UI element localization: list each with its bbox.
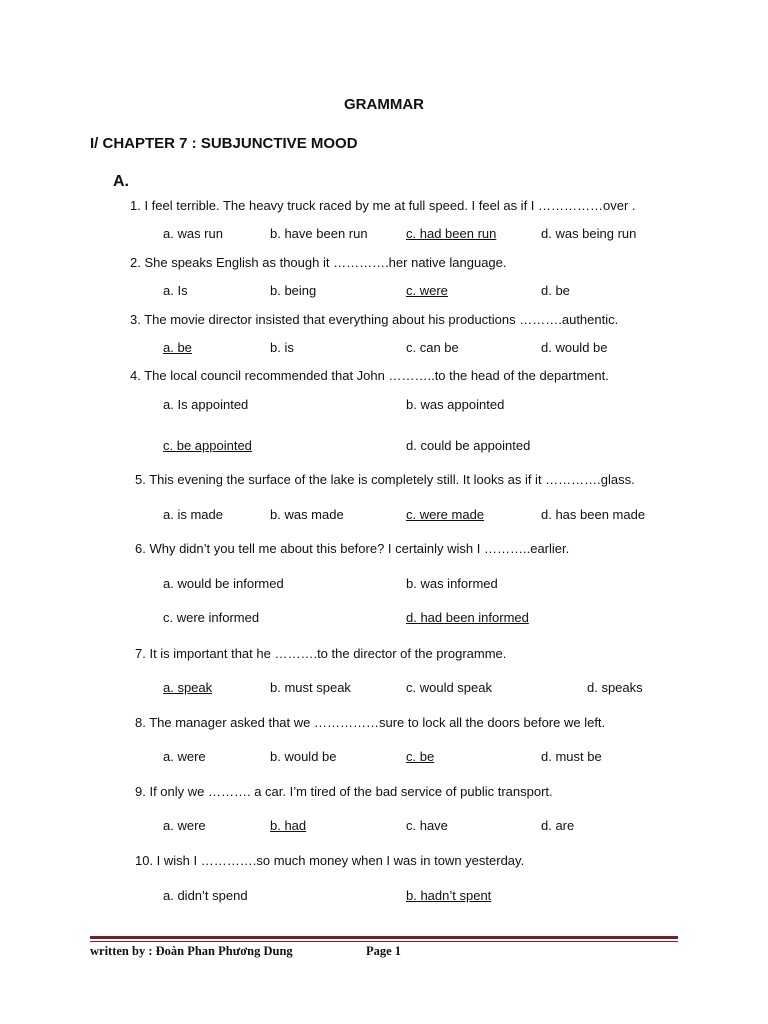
answer-option [541, 340, 608, 355]
answer-option [163, 888, 248, 903]
section-label: A. [113, 173, 129, 190]
answer-option [406, 226, 496, 241]
option-label: a. would be informed [163, 576, 284, 591]
answer-option [406, 507, 484, 522]
option-label: a. Is appointed [163, 397, 249, 412]
correct-answer: c. be appointed [163, 438, 252, 453]
correct-answer: d. had been informed [406, 610, 529, 625]
option-label: d. are [541, 818, 575, 833]
question-text: 4. The local council recommended that John ………..to the head of the department. [130, 368, 609, 383]
answer-option [163, 283, 188, 298]
answer-option [541, 818, 574, 833]
answer-option [541, 226, 636, 241]
correct-answer: c. were [406, 283, 448, 298]
option-label: a. was run [163, 226, 223, 241]
answer-option [541, 283, 570, 298]
option-label: d. would be [541, 340, 608, 355]
question-text: 9. If only we ………. a car. I’m tired of the bad service of public transport. [135, 784, 553, 799]
option-label: d. must be [541, 749, 602, 764]
option-label: d. could be appointed [406, 438, 531, 453]
answer-option [163, 610, 259, 625]
option-label: a. were [163, 749, 206, 764]
answer-option [270, 680, 351, 695]
answer-option [406, 397, 504, 412]
question-text: 7. It is important that he ……….to the director of the programme. [135, 646, 507, 661]
answer-option [163, 340, 192, 355]
correct-answer: c. were made [406, 507, 485, 522]
footer-page-number: Page 1 [366, 944, 402, 958]
option-label: a. is made [163, 507, 223, 522]
correct-answer: b. had [270, 818, 307, 833]
answer-option [406, 749, 434, 764]
answer-option [163, 749, 206, 764]
correct-answer: b. [406, 888, 417, 903]
question-text: 2. She speaks English as though it ………….her native language. [130, 255, 507, 270]
answer-option [406, 680, 492, 695]
option-label: d. was being run [541, 226, 637, 241]
question-text: 10. I wish I ………….so much money when I was in town yesterday. [135, 853, 525, 868]
option-label: a. didn’t spend [163, 888, 248, 903]
question-text: 3. The movie director insisted that everything about his productions ……….authentic. [130, 312, 619, 327]
answer-option [163, 818, 206, 833]
option-label: b. is [270, 340, 294, 355]
answer-option [163, 438, 252, 453]
footer-rule-bottom [90, 941, 678, 942]
option-label: d. be [541, 283, 570, 298]
footer-rule-top [90, 936, 678, 939]
page-title: GRAMMAR [344, 96, 424, 113]
option-label: c. can be [406, 340, 459, 355]
option-label: d. has been made [541, 507, 646, 522]
answer-option [406, 576, 498, 591]
correct-answer: c. be [406, 749, 435, 764]
answer-option [163, 507, 223, 522]
question-text: 1. I feel terrible. The heavy truck raced by me at full speed. I feel as if I ……………over . [130, 198, 636, 213]
answer-option [587, 680, 643, 695]
option-label: b. have been run [270, 226, 368, 241]
answer-option [270, 226, 368, 241]
question-text: 5. This evening the surface of the lake is completely still. It looks as if it ………….glass. [135, 472, 635, 487]
option-label: c. were informed [163, 610, 260, 625]
correct-answer: c. [406, 226, 417, 241]
option-label: a. were [163, 818, 206, 833]
answer-option [163, 576, 284, 591]
answer-option [163, 397, 248, 412]
answer-option [406, 438, 530, 453]
correct-answer: a. speak [163, 680, 213, 695]
option-label: b. would be [270, 749, 337, 764]
correct-answer-text: had been run [416, 226, 497, 241]
option-label: b. being [270, 283, 317, 298]
chapter-heading: I/ CHAPTER 7 : SUBJUNCTIVE MOOD [90, 135, 358, 152]
option-label: c. have [406, 818, 448, 833]
correct-answer-text: hadn’t spent [416, 888, 492, 903]
option-label: b. was made [270, 507, 344, 522]
answer-option [270, 507, 344, 522]
answer-option [163, 226, 223, 241]
option-label: c. would speak [406, 680, 492, 695]
answer-option [541, 507, 645, 522]
answer-option [270, 283, 316, 298]
answer-option [406, 610, 529, 625]
question-text: 8. The manager asked that we ……………sure to lock all the doors before we left. [135, 715, 606, 730]
answer-option [541, 749, 602, 764]
option-label: a. Is [163, 283, 188, 298]
answer-option [406, 283, 448, 298]
option-label: b. was appointed [406, 397, 505, 412]
answer-option [163, 680, 212, 695]
option-label: d. speaks [587, 680, 643, 695]
answer-option [406, 818, 448, 833]
footer-author: written by : Đoàn Phan Phương Dung [90, 944, 293, 958]
option-label: b. must speak [270, 680, 351, 695]
question-text: 6. Why didn’t you tell me about this before? I certainly wish I ………..earlier. [135, 541, 570, 556]
answer-option [270, 749, 337, 764]
answer-option [406, 340, 459, 355]
option-label: b. was informed [406, 576, 498, 591]
answer-option [270, 340, 294, 355]
correct-answer: a. be [163, 340, 192, 355]
answer-option [406, 888, 491, 903]
answer-option [270, 818, 306, 833]
